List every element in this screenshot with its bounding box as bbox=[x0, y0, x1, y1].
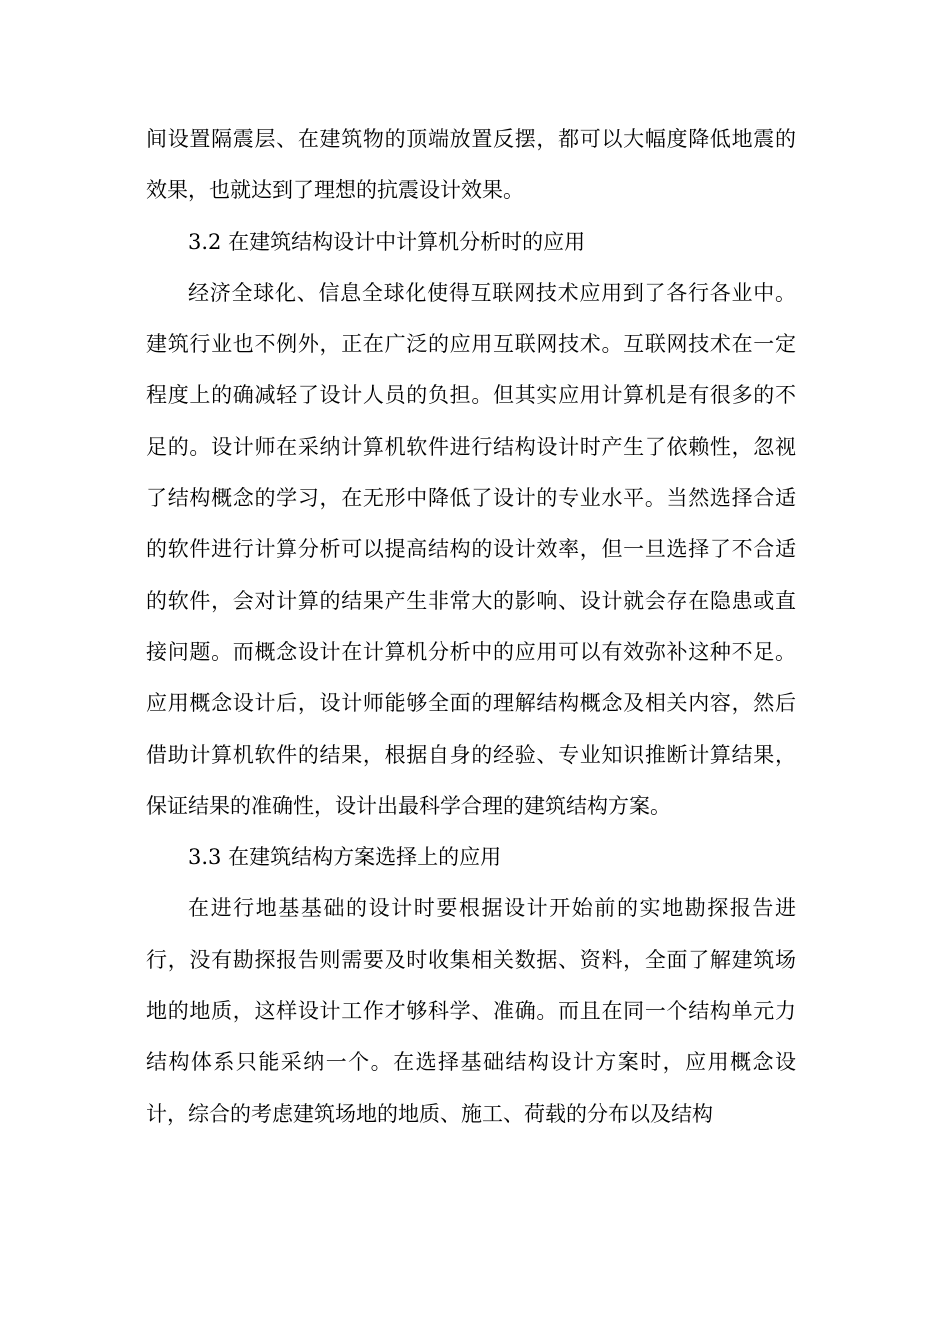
paragraph-structure-scheme: 在进行地基基础的设计时要根据设计开始前的实地勘探报告进行，没有勘探报告则需要及时收集相关数据、资料，全面了解建筑场地的地质，这样设计工作才够科学、准确。而且在同一个结构单元力结构体系只能采纳一个。在选择基础结构设计方案时，应用概念设计，综合的考虑建筑场地的地质、施工、荷载的分布以及结构 bbox=[146, 896, 796, 1126]
section-heading-3-3: 3.3 在建筑结构方案选择上的应用 bbox=[188, 845, 502, 870]
paragraph-computer-analysis: 经济全球化、信息全球化使得互联网技术应用到了各行各业中。建筑行业也不例外，正在广泛的应用互联网技术。互联网技术在一定程度上的确减轻了设计人员的负担。但其实应用计算机是有很多的不足的。设计师在采纳计算机软件进行结构设计时产生了依赖性，忽视了结构概念的学习，在无形中降低了设计的专业水平。当然选择合适的软件进行计算分析可以提高结构的设计效率，但一旦选择了不合适的软件，会对计算的结果产生非常大的影响、设计就会存在隐患或直接问题。而概念设计在计算机分析中的应用可以有效弥补这种不足。应用概念设计后，设计师能够全面的理解结构概念及相关内容，然后借助计算机软件的结果，根据自身的经验、专业知识推断计算结果，保证结果的准确性，设计出最科学合理的建筑结构方案。 bbox=[146, 280, 796, 818]
document-body bbox=[146, 114, 796, 1140]
section-heading-3-2: 3.2 在建筑结构设计中计算机分析时的应用 bbox=[188, 229, 586, 254]
paragraph-continuation: 间设置隔震层、在建筑物的顶端放置反摆，都可以大幅度降低地震的效果，也就达到了理想的抗震设计效果。 bbox=[146, 127, 796, 203]
